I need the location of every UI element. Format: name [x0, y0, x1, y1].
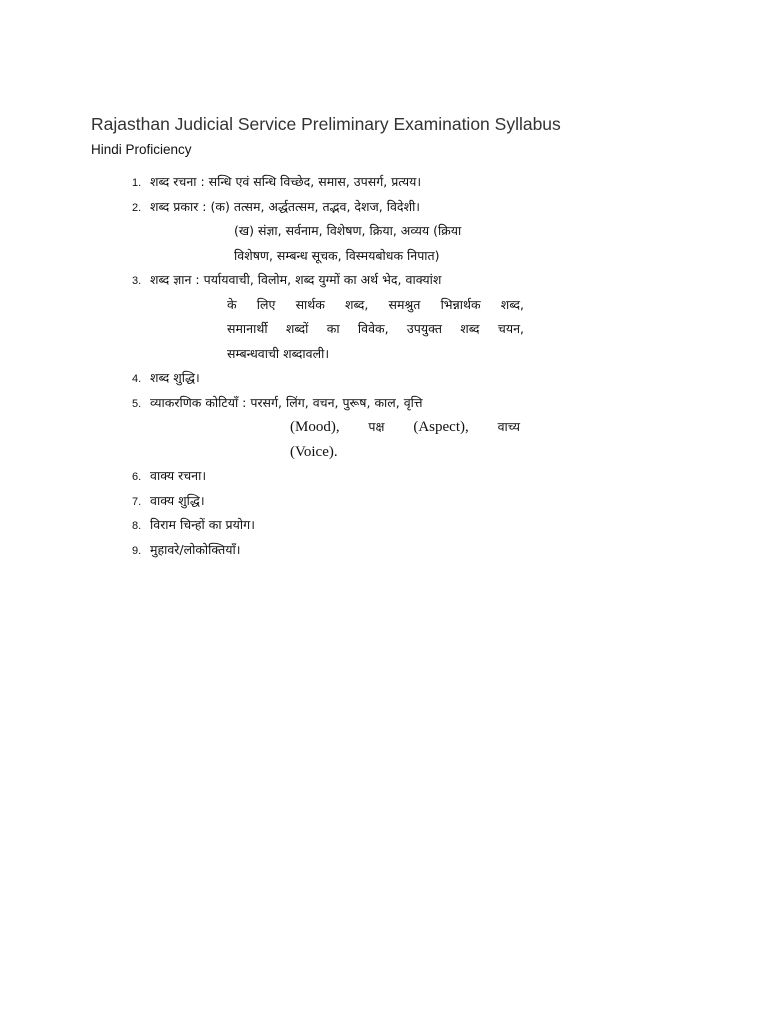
section-subtitle: Hindi Proficiency [91, 142, 192, 157]
item-text: शब्द ज्ञान : पर्यायवाची, विलोम, शब्द युग्मों का अर्थ भेद, वाक्यांश [150, 272, 442, 287]
page-title: Rajasthan Judicial Service Preliminary Examination Syllabus [91, 114, 561, 134]
item-text: शब्द प्रकार : (क) तत्सम, अर्द्धतत्सम, तद्भव, देशज, विदेशी। [150, 198, 421, 214]
item-number: 6. [132, 471, 142, 483]
item-number: 9. [132, 544, 142, 557]
list-item-7 [132, 489, 524, 514]
list-item-2-line-3: विशेषण, सम्बन्ध सूचक, विस्मयबोधक निपात) [234, 247, 440, 263]
list-item-2 [132, 195, 524, 220]
syllabus-list [132, 170, 524, 562]
item-number: 1. [132, 177, 142, 189]
vachya-term: वाच्य [497, 419, 520, 434]
list-item-5 [132, 391, 524, 416]
item-text: मुहावरे/लोकोक्तियॉं। [150, 541, 241, 557]
item-number: 3. [132, 275, 142, 287]
item-text: शब्द शुद्धि। [150, 370, 200, 385]
item-number: 4. [132, 373, 142, 385]
item-text: वाक्य रचना। [150, 468, 207, 483]
item-number: 8. [132, 520, 142, 532]
item-number: 7. [132, 495, 142, 508]
voice-term: (Voice). [290, 443, 338, 460]
list-item-3 [132, 268, 524, 293]
mood-term: (Mood), [290, 419, 340, 435]
list-item-8 [132, 513, 524, 538]
paksh-term: पक्ष [368, 419, 385, 434]
item-text: शब्द रचना : सन्धि एवं सन्धि विच्छेद, समास, उपसर्ग, प्रत्यय। [150, 174, 422, 189]
aspect-term: (Aspect), [413, 419, 469, 435]
list-item-2-line-2: (ख) संज्ञा, सर्वनाम, विशेषण, क्रिया, अव्यय (क्रिया [234, 223, 462, 238]
list-item-3-line-3: समानार्थी शब्दों का विवेक, उपयुक्त शब्द चयन, [227, 321, 524, 336]
list-item-9 [132, 538, 524, 563]
list-item-3-line-2: के लिए सार्थक शब्द, समश्रुत भिन्नार्थक शब्द, [227, 296, 524, 312]
list-item-5-line-2 [132, 415, 520, 440]
list-item-6 [132, 464, 524, 489]
item-number: 2. [132, 201, 142, 214]
list-item-5-line-3 [132, 440, 524, 465]
list-item-3-line-4: सम्बन्धवाची शब्दावली। [227, 345, 330, 361]
list-item-1 [132, 170, 524, 195]
item-text: व्याकरणिक कोटियॉं : परसर्ग, लिंग, वचन, पुरूष, काल, वृत्ति [150, 394, 423, 410]
item-text: विराम चिन्हों का प्रयोग। [150, 517, 255, 532]
list-item-4 [132, 366, 524, 391]
item-number: 5. [132, 397, 142, 410]
item-text: वाक्य शुद्धि। [150, 492, 205, 508]
